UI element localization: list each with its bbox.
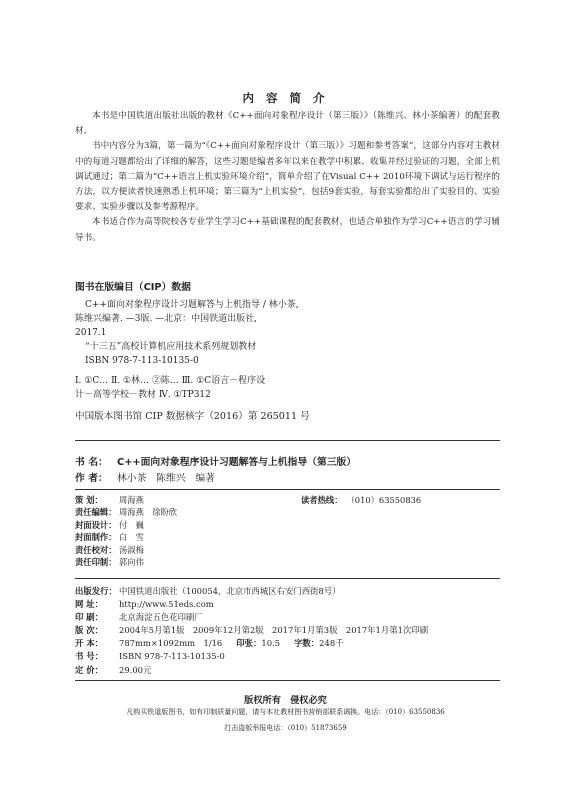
intro-title: 内 容 简 介 — [242, 91, 329, 105]
editor-row — [75, 506, 177, 518]
sheets-label: 印张： — [236, 638, 262, 649]
publisher-row — [75, 585, 428, 598]
isbn: ISBN 978-7-113-10135-0 — [119, 651, 225, 662]
edition-label: 版 次： — [75, 625, 104, 636]
format-label: 开 本： — [75, 638, 104, 649]
book-info — [75, 455, 356, 487]
divider — [75, 680, 500, 681]
editor-label: 责任印制： — [75, 557, 117, 568]
editor-label: 责任编辑： — [75, 507, 117, 518]
divider — [75, 440, 500, 441]
editor-row — [75, 519, 177, 531]
editor-credits — [75, 494, 177, 568]
cip-classification — [75, 374, 375, 402]
edition: 2004年5月第1版 2009年12月第2版 2017年1月第3版 2017年1月第1次印刷 — [119, 625, 429, 636]
cip-line: 2017.1 — [75, 328, 107, 338]
editor-label: 责任校对： — [75, 544, 117, 555]
editor-row — [75, 544, 177, 556]
editor-value: 周海燕 — [119, 495, 144, 505]
url-row — [75, 598, 428, 611]
divider — [75, 578, 500, 579]
url-label: 网 址： — [75, 599, 104, 610]
editor-row — [75, 556, 177, 568]
editor-label: 策 划： — [75, 495, 103, 505]
editor-value: 郭向伟 — [119, 557, 144, 568]
publisher-url: http://www.51eds.com — [119, 599, 214, 610]
book-author-label: 作 者： — [75, 473, 108, 484]
intro-paragraph: 书中内容分为3篇，第一篇为“《C++面向对象程序设计（第三版）》习题和参考答案”，这部分内容对主教材中的每道习题都给出了详细的解答，这些习题是编者多年以来在教学中积累、收集并经过验证的习题，全部上机调试通过；第二篇为“C++语言上机实验环境介绍”，简单介绍了在Visual C++ 2010环境下调试与运行程序的方法，以方便读者快速熟悉上机环境；第三篇为“上机实验”，包括9套实验，每套实验都给出了实验目的、实验要求、实验步骤以及参考源程序。 — [75, 141, 500, 213]
book-title-row — [75, 455, 356, 471]
editor-value: 白 雪 — [119, 532, 144, 543]
intro-paragraph: 本书适合作为高等院校各专业学生学习C++基础课程的配套教材，也适合单独作为学习C++语言的学习辅导书。 — [75, 217, 500, 243]
editor-label: 封面制作： — [75, 532, 117, 543]
format-row — [75, 637, 428, 650]
piracy-report: 打击盗版举报电话：（010）51873659 — [224, 724, 347, 732]
cip-class-line: 计－高等学校－教材 Ⅳ. ①TP312 — [75, 390, 211, 400]
words-label: 字数： — [294, 638, 320, 649]
reader-hotline-label: 读者热线： — [301, 495, 343, 505]
cip-class-line: Ⅰ. ①C… Ⅱ. ①林… ②陈… Ⅲ. ①C语言－程序设 — [75, 376, 266, 386]
editor-row — [75, 531, 177, 543]
price-row — [75, 664, 428, 677]
publisher-label: 出版发行： — [75, 586, 117, 596]
book-author-row — [75, 471, 356, 487]
sheets: 10.5 — [261, 638, 281, 649]
cip-line: C++面向对象程序设计习题解答与上机指导 / 林小茶, — [85, 300, 299, 310]
reader-hotline — [301, 494, 421, 506]
printer-row — [75, 611, 428, 624]
reader-hotline-number: （010）63550836 — [346, 495, 422, 505]
editor-label: 封面设计： — [75, 519, 117, 530]
publisher: 中国铁道出版社（100054，北京市西城区右安门西街8号） — [119, 586, 341, 596]
editor-row — [75, 494, 177, 506]
cip-heading: 图书在版编目（CIP）数据 — [75, 282, 191, 293]
edition-row — [75, 624, 428, 637]
isbn-label: 书 号： — [75, 651, 104, 662]
quality-notice: 凡购买铁道版图书，如有印制质量问题，请与本社教材图书营销部联系调换。电话：（010）63550836 — [126, 708, 445, 716]
publishing-info — [75, 585, 428, 677]
isbn-row — [75, 650, 428, 663]
book-title: C++面向对象程序设计习题解答与上机指导（第三版） — [117, 457, 357, 468]
cip-number: 中国版本图书馆 CIP 数据核字（2016）第 265011 号 — [75, 411, 310, 422]
cip-line: “十三五”高校计算机应用技术系列规划教材 — [85, 342, 257, 352]
divider — [75, 489, 500, 490]
price: 29.00元 — [119, 664, 152, 675]
editor-value: 汤淑梅 — [119, 544, 144, 555]
intro-body — [75, 109, 500, 246]
editor-value: 付 巍 — [119, 519, 144, 530]
printer-label: 印 刷： — [75, 612, 104, 623]
intro-paragraph: 本书是中国铁道出版社出版的教材《C++面向对象程序设计（第三版）》（陈维兴、林小茶编著）的配套教材。 — [75, 111, 500, 137]
editor-value: 周海燕 徐盼欣 — [119, 507, 178, 518]
book-author: 林小茶 陈维兴 编著 — [117, 473, 215, 484]
price-label: 定 价： — [75, 664, 104, 675]
words: 248千 — [319, 638, 344, 649]
cip-line: ISBN 978-7-113-10135-0 — [85, 356, 199, 366]
printer: 北京海淀五色花印刷厂 — [119, 612, 203, 623]
cip-line: 陈维兴编著. —3版. —北京：中国铁道出版社, — [75, 314, 258, 324]
book-title-label: 书 名： — [75, 457, 108, 468]
cip-record — [75, 298, 375, 368]
format: 787mm×1092mm 1/16 — [119, 638, 223, 649]
rights-reserved: 版权所有 侵权必究 — [244, 695, 327, 706]
